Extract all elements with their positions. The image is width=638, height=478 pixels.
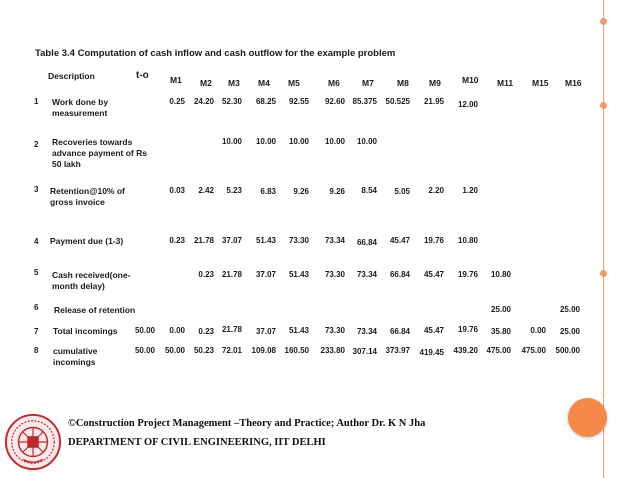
slide-decor-dot bbox=[600, 270, 607, 277]
table-cell-value: 37.07 bbox=[255, 327, 276, 336]
table-cell-value: 72.01 bbox=[221, 346, 242, 355]
row-description: Payment due (1-3) bbox=[50, 236, 124, 246]
table-cell-value: 50.00 bbox=[134, 326, 155, 335]
table-cell-value: 51.43 bbox=[255, 236, 276, 245]
table-cell-value: 37.07 bbox=[255, 270, 276, 279]
table-cell-value: 0.23 bbox=[198, 270, 214, 279]
table-cell-value: 10.80 bbox=[490, 270, 511, 279]
table-cell-value: 19.76 bbox=[457, 325, 478, 334]
table-cell-value: 2.20 bbox=[428, 186, 444, 195]
row-number: 3 bbox=[34, 185, 39, 194]
table-cell-value: 51.43 bbox=[288, 270, 309, 279]
table-cell-value: 24.20 bbox=[193, 97, 214, 106]
table-cell-value: 19.76 bbox=[457, 270, 478, 279]
table-cell-value: 9.26 bbox=[293, 187, 309, 196]
row-description: Retention@10% of gross invoice bbox=[50, 186, 125, 207]
table-cell-value: 73.34 bbox=[356, 270, 377, 279]
iit-delhi-logo-icon bbox=[4, 413, 62, 471]
table-cell-value: 10.80 bbox=[457, 236, 478, 245]
table-cell-value: 25.00 bbox=[490, 305, 511, 314]
table-cell-value: 25.00 bbox=[559, 305, 580, 314]
column-header-month: M3 bbox=[228, 78, 240, 88]
slide-decor-dot bbox=[600, 18, 607, 25]
table-cell-value: 373.97 bbox=[385, 346, 410, 355]
table-cell-value: 5.23 bbox=[226, 186, 242, 195]
column-header-month: M9 bbox=[429, 78, 441, 88]
column-header-month: M7 bbox=[362, 78, 374, 88]
row-number: 7 bbox=[34, 327, 39, 336]
table-cell-value: 19.76 bbox=[423, 236, 444, 245]
column-header-month: M6 bbox=[328, 78, 340, 88]
table-cell-value: 73.30 bbox=[324, 326, 345, 335]
table-cell-value: 0.25 bbox=[169, 97, 185, 106]
table-cell-value: 73.34 bbox=[324, 236, 345, 245]
table-cell-value: 66.84 bbox=[389, 270, 410, 279]
table-cell-value: 475.00 bbox=[521, 346, 546, 355]
table-cell-value: 8.54 bbox=[361, 186, 377, 195]
table-cell-value: 73.34 bbox=[356, 327, 377, 336]
row-number: 8 bbox=[34, 346, 39, 355]
slide-decor-dot bbox=[600, 102, 607, 109]
table-cell-value: 45.47 bbox=[423, 326, 444, 335]
row-description: Work done by measurement bbox=[52, 97, 109, 118]
table-cell-value: 21.95 bbox=[423, 97, 444, 106]
row-description: Total incomings bbox=[53, 326, 118, 336]
table-cell-value: 2.42 bbox=[198, 186, 214, 195]
table-cell-value: 73.30 bbox=[288, 236, 309, 245]
table-cell-value: 37.07 bbox=[221, 236, 242, 245]
table-cell-value: 439.20 bbox=[453, 346, 478, 355]
table-cell-value: 92.60 bbox=[324, 97, 345, 106]
column-header-month: M8 bbox=[397, 78, 409, 88]
column-header-month: M4 bbox=[258, 78, 270, 88]
table-cell-value: 25.00 bbox=[559, 327, 580, 336]
table-cell-value: 10.00 bbox=[356, 137, 377, 146]
table-cell-value: 419.45 bbox=[419, 348, 444, 357]
column-header-month: M1 bbox=[170, 75, 182, 85]
table-cell-value: 10.00 bbox=[255, 137, 276, 146]
table-cell-value: 475.00 bbox=[486, 346, 511, 355]
column-header-month: M10 bbox=[462, 75, 479, 85]
table-cell-value: 1.20 bbox=[462, 186, 478, 195]
table-cell-value: 21.78 bbox=[193, 236, 214, 245]
table-cell-value: 68.25 bbox=[255, 97, 276, 106]
table-cell-value: 52.30 bbox=[221, 97, 242, 106]
column-header-month: M2 bbox=[200, 78, 212, 88]
row-description: cumulative incomings bbox=[53, 346, 98, 367]
table-cell-value: 0.03 bbox=[169, 186, 185, 195]
table-cell-value: 66.84 bbox=[389, 327, 410, 336]
row-number: 4 bbox=[34, 237, 39, 246]
table-cell-value: 21.78 bbox=[221, 270, 242, 279]
row-number: 5 bbox=[34, 268, 39, 277]
table-cell-value: 73.30 bbox=[324, 270, 345, 279]
table-cell-value: 12.00 bbox=[457, 100, 478, 109]
slide-decor-circle bbox=[568, 398, 607, 437]
row-description: Release of retention bbox=[54, 305, 136, 315]
table-cell-value: 66.84 bbox=[356, 238, 377, 247]
table-cell-value: 92.55 bbox=[288, 97, 309, 106]
table-cell-value: 0.23 bbox=[169, 236, 185, 245]
table-cell-value: 50.23 bbox=[193, 346, 214, 355]
table-cell-value: 50.525 bbox=[385, 97, 410, 106]
table-cell-value: 51.43 bbox=[288, 326, 309, 335]
table-cell-value: 10.00 bbox=[324, 137, 345, 146]
row-number: 6 bbox=[34, 303, 39, 312]
row-number: 2 bbox=[34, 140, 39, 149]
column-header-month: M5 bbox=[288, 78, 300, 88]
table-cell-value: 21.78 bbox=[221, 325, 242, 334]
table-cell-value: 0.00 bbox=[169, 326, 185, 335]
table-cell-value: 500.00 bbox=[555, 346, 580, 355]
table-cell-value: 50.00 bbox=[164, 346, 185, 355]
row-number: 1 bbox=[34, 97, 39, 106]
column-header-month: M16 bbox=[565, 78, 582, 88]
table-cell-value: 50.00 bbox=[134, 346, 155, 355]
table-cell-value: 109.08 bbox=[251, 346, 276, 355]
table-cell-value: 307.14 bbox=[352, 347, 377, 356]
row-description: Cash received(one-month delay) bbox=[52, 270, 131, 291]
column-header-month: M15 bbox=[532, 78, 549, 88]
table-cell-value: 0.00 bbox=[530, 326, 546, 335]
table-cell-value: 10.00 bbox=[221, 137, 242, 146]
footer-copyright: ©Construction Project Management –Theory and Practice; Author Dr. K N Jha bbox=[68, 418, 426, 429]
column-header-description: Description bbox=[48, 71, 95, 81]
table-cell-value: 233.80 bbox=[320, 346, 345, 355]
table-cell-value: 85.375 bbox=[352, 97, 377, 106]
table-cell-value: 45.47 bbox=[423, 270, 444, 279]
column-header-t0: t-o bbox=[136, 70, 149, 81]
table-cell-value: 10.00 bbox=[288, 137, 309, 146]
table-cell-value: 9.26 bbox=[329, 187, 345, 196]
table-cell-value: 0.23 bbox=[198, 327, 214, 336]
row-description: Recoveries towards advance payment of Rs 50 lakh bbox=[52, 137, 147, 169]
column-header-month: M11 bbox=[497, 78, 514, 88]
table-cell-value: 35.80 bbox=[490, 327, 511, 336]
table-cell-value: 5.05 bbox=[394, 187, 410, 196]
footer-department: DEPARTMENT OF CIVIL ENGINEERING, IIT DELHI bbox=[68, 437, 326, 448]
table-cell-value: 45.47 bbox=[389, 236, 410, 245]
table-cell-value: 160.50 bbox=[284, 346, 309, 355]
table-title: Table 3.4 Computation of cash inflow and cash outflow for the example problem bbox=[35, 48, 396, 59]
table-cell-value: 6.83 bbox=[260, 187, 276, 196]
